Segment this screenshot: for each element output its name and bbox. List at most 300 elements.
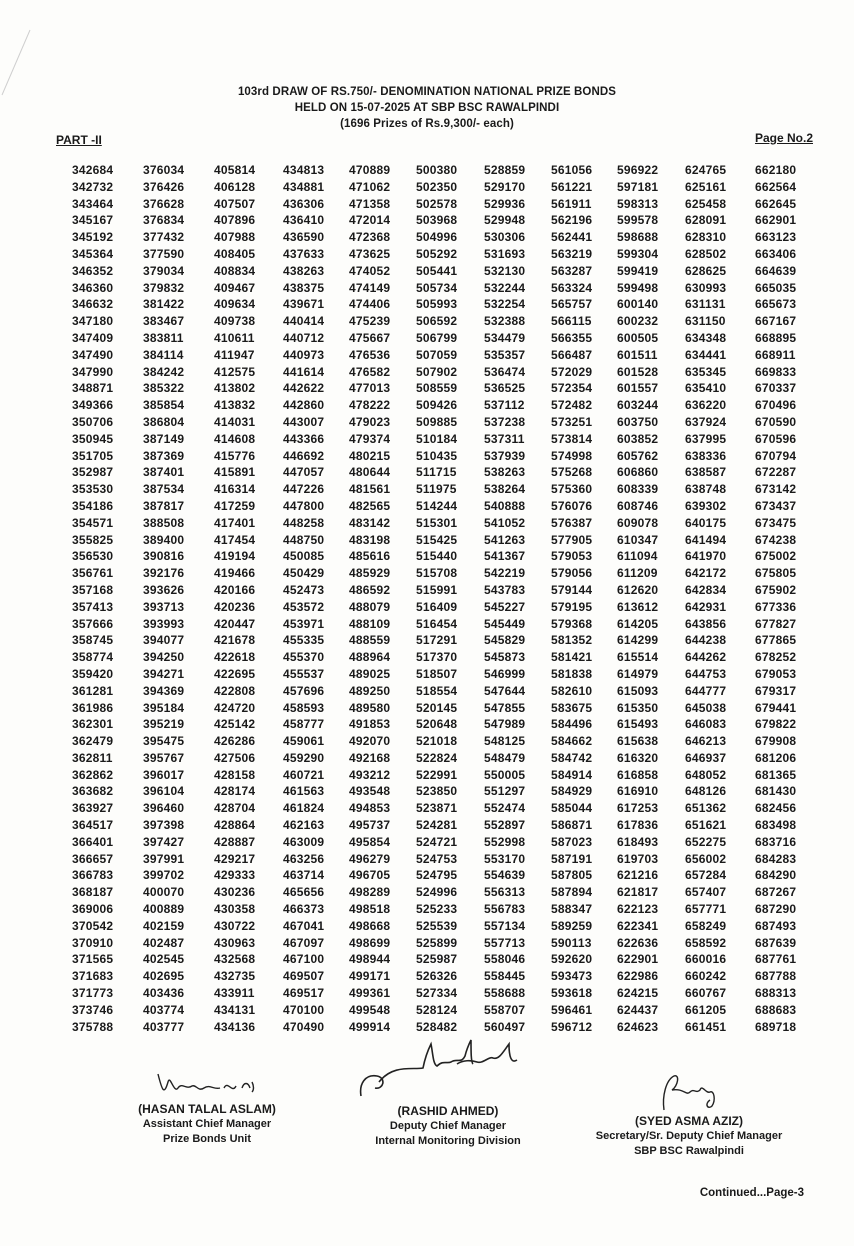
- bond-number: 428864: [214, 818, 256, 833]
- bond-number: 534479: [484, 330, 526, 345]
- bond-number: 515991: [416, 582, 458, 597]
- bond-number: 390816: [143, 549, 185, 564]
- bond-number: 681430: [755, 784, 797, 799]
- bond-number: 387534: [143, 482, 185, 497]
- bond-number: 651362: [685, 801, 727, 816]
- bond-number: 532388: [484, 314, 526, 329]
- bond-number: 393626: [143, 582, 185, 597]
- bond-number: 361281: [72, 683, 114, 698]
- bond-number: 610347: [617, 532, 659, 547]
- bond-number: 516454: [416, 616, 458, 631]
- number-column: [484, 162, 554, 1035]
- bond-number: 392176: [143, 566, 185, 581]
- bond-number: 525539: [416, 918, 458, 933]
- bond-number: 677865: [755, 633, 797, 648]
- bond-number: 403777: [143, 1019, 185, 1034]
- bond-number: 394250: [143, 650, 185, 665]
- bond-number: 472014: [349, 213, 391, 228]
- handwritten-signature-2: [353, 1034, 543, 1104]
- bond-number: 679317: [755, 683, 797, 698]
- bond-number: 593473: [551, 969, 593, 984]
- bond-number: 354186: [72, 498, 114, 513]
- bond-number: 387369: [143, 448, 185, 463]
- bond-number: 624215: [617, 986, 659, 1001]
- bond-number: 670590: [755, 414, 797, 429]
- bond-number: 670496: [755, 398, 797, 413]
- bond-number: 475667: [349, 330, 391, 345]
- bond-number: 661205: [685, 1002, 727, 1017]
- bond-number: 619703: [617, 851, 659, 866]
- bond-number: 438263: [283, 263, 325, 278]
- bond-number: 657407: [685, 885, 727, 900]
- bond-number: 430236: [214, 885, 256, 900]
- bond-number: 684283: [755, 851, 797, 866]
- bond-number: 672287: [755, 465, 797, 480]
- bond-number: 363927: [72, 801, 114, 816]
- bond-number: 598688: [617, 230, 659, 245]
- bond-number: 684290: [755, 868, 797, 883]
- bond-number: 492168: [349, 750, 391, 765]
- bond-number: 522991: [416, 767, 458, 782]
- bond-number: 581421: [551, 650, 593, 665]
- bond-number: 624623: [617, 1019, 659, 1034]
- bond-number: 460721: [283, 767, 325, 782]
- number-column: [349, 162, 419, 1035]
- bond-number: 376034: [143, 163, 185, 177]
- bond-number: 579195: [551, 599, 593, 614]
- bond-number: 507902: [416, 364, 458, 379]
- bond-number: 525987: [416, 952, 458, 967]
- bond-number: 511715: [416, 465, 457, 480]
- bond-number: 592620: [551, 952, 593, 967]
- signatory-unit-1: Prize Bonds Unit: [162, 1133, 251, 1145]
- bond-number: 395184: [143, 700, 185, 715]
- bond-number: 414608: [214, 431, 256, 446]
- bond-number: 479023: [349, 414, 391, 429]
- bond-number: 625458: [685, 196, 727, 211]
- bond-number: 436410: [283, 213, 325, 228]
- bond-number: 622341: [617, 918, 659, 933]
- bond-number: 688313: [755, 986, 797, 1001]
- bond-number: 548479: [484, 750, 526, 765]
- header-title: 103rd DRAW OF RS.750/- DENOMINATION NATIONAL PRIZE BONDS: [237, 86, 617, 98]
- bond-number: 505734: [416, 280, 458, 295]
- bond-number: 480644: [349, 465, 391, 480]
- bond-number: 673475: [755, 515, 797, 530]
- bond-number: 599498: [617, 280, 659, 295]
- bond-number: 537238: [484, 414, 526, 429]
- bond-number: 638748: [685, 482, 727, 497]
- bond-number: 500380: [416, 163, 458, 177]
- bond-number: 426286: [214, 734, 256, 749]
- bond-number: 611209: [617, 566, 658, 581]
- signature-block-1: [122, 1068, 292, 1147]
- bond-number: 644753: [685, 666, 727, 681]
- bond-number: 347409: [72, 330, 114, 345]
- bond-number: 476536: [349, 347, 391, 362]
- bond-number: 384242: [143, 364, 185, 379]
- bond-number: 432568: [214, 952, 256, 967]
- bond-number: 524996: [416, 885, 458, 900]
- bond-number: 542219: [484, 566, 526, 581]
- bond-number: 642931: [685, 599, 727, 614]
- signatory-unit-3: SBP BSC Rawalpindi: [634, 1145, 744, 1157]
- bond-number: 545873: [484, 650, 526, 665]
- bond-number: 403774: [143, 1002, 185, 1017]
- bond-number: 434881: [283, 179, 325, 194]
- bond-number: 356530: [72, 549, 114, 564]
- bond-number: 622123: [617, 902, 659, 917]
- bond-number: 436590: [283, 230, 325, 245]
- bond-number: 572354: [551, 381, 593, 396]
- bond-number: 415891: [214, 465, 256, 480]
- bond-number: 510435: [416, 448, 458, 463]
- bond-number: 376426: [143, 179, 185, 194]
- bond-number: 516409: [416, 599, 458, 614]
- bond-number: 536525: [484, 381, 526, 396]
- bond-number: 467041: [283, 918, 325, 933]
- bond-number: 458593: [283, 700, 325, 715]
- bond-number: 384114: [143, 347, 184, 362]
- bond-number: 587805: [551, 868, 593, 883]
- bond-number: 371565: [72, 952, 114, 967]
- bond-number: 631150: [685, 314, 726, 329]
- bond-number: 505993: [416, 297, 458, 312]
- bond-number: 548125: [484, 734, 526, 749]
- bond-number: 345167: [72, 213, 114, 228]
- bond-number: 417259: [214, 498, 256, 513]
- bond-number: 495854: [349, 834, 391, 849]
- bond-number: 349366: [72, 398, 114, 413]
- document-header: [0, 84, 854, 132]
- bond-number: 583675: [551, 700, 593, 715]
- bond-number: 642172: [685, 566, 727, 581]
- bond-number: 601511: [617, 347, 658, 362]
- bond-number: 443007: [283, 414, 325, 429]
- bond-number: 566487: [551, 347, 593, 362]
- bond-number: 606860: [617, 465, 659, 480]
- bond-number: 558707: [484, 1002, 526, 1017]
- signature-block-3: [584, 1070, 794, 1159]
- bond-number: 670337: [755, 381, 797, 396]
- bond-number: 574998: [551, 448, 593, 463]
- bond-number: 359420: [72, 666, 114, 681]
- bond-number: 387149: [143, 431, 185, 446]
- bond-number: 491853: [349, 717, 391, 732]
- bond-number: 563287: [551, 263, 593, 278]
- bond-number: 637924: [685, 414, 727, 429]
- bond-number: 525899: [416, 935, 458, 950]
- bond-number: 656002: [685, 851, 727, 866]
- bond-number: 530306: [484, 230, 526, 245]
- bond-number: 529948: [484, 213, 526, 228]
- bond-number: 582610: [551, 683, 593, 698]
- bond-number: 651621: [685, 818, 727, 833]
- bond-number: 447226: [283, 482, 325, 497]
- bond-number: 388508: [143, 515, 185, 530]
- bond-number: 576076: [551, 498, 593, 513]
- bond-number: 596922: [617, 163, 659, 177]
- number-column: [617, 162, 687, 1035]
- bond-number: 432735: [214, 969, 256, 984]
- bond-number: 532130: [484, 263, 526, 278]
- bond-number: 486592: [349, 582, 391, 597]
- bond-number: 463256: [283, 851, 325, 866]
- bond-number: 579144: [551, 582, 593, 597]
- bond-number: 563219: [551, 246, 593, 261]
- bond-number: 645038: [685, 700, 727, 715]
- bond-number: 430963: [214, 935, 256, 950]
- bond-number: 478222: [349, 398, 391, 413]
- bond-number: 587894: [551, 885, 593, 900]
- bond-number: 573251: [551, 414, 593, 429]
- bond-number: 599419: [617, 263, 659, 278]
- bond-number: 417401: [214, 515, 256, 530]
- bond-number: 393993: [143, 616, 185, 631]
- bond-number: 496279: [349, 851, 391, 866]
- bond-number: 348871: [72, 381, 114, 396]
- bond-number: 453971: [283, 616, 325, 631]
- signatory-name-1: (HASAN TALAL ASLAM): [138, 1102, 276, 1116]
- bond-number: 476582: [349, 364, 391, 379]
- bond-number: 660016: [685, 952, 727, 967]
- bond-number: 622986: [617, 969, 659, 984]
- bond-number: 517370: [416, 650, 458, 665]
- bond-number: 366657: [72, 851, 114, 866]
- bond-number: 526326: [416, 969, 458, 984]
- bond-number: 584914: [551, 767, 593, 782]
- bond-number: 634441: [685, 347, 727, 362]
- bond-number: 603244: [617, 398, 659, 413]
- bond-number: 575360: [551, 482, 593, 497]
- bond-number: 638336: [685, 448, 727, 463]
- bond-number: 387817: [143, 498, 185, 513]
- bond-number: 560497: [484, 1019, 526, 1034]
- header-prize-info: (1696 Prizes of Rs.9,300/- each): [340, 118, 514, 130]
- bond-number: 428887: [214, 834, 256, 849]
- bond-number: 523871: [416, 801, 458, 816]
- bond-number: 665673: [755, 297, 797, 312]
- bond-number: 402487: [143, 935, 185, 950]
- bond-number: 342732: [72, 179, 114, 194]
- bond-number: 447800: [283, 498, 325, 513]
- bond-number: 657771: [685, 902, 727, 917]
- bond-number: 581838: [551, 666, 593, 681]
- bond-number: 562441: [551, 230, 593, 245]
- bond-number: 535357: [484, 347, 526, 362]
- bond-number: 689718: [755, 1019, 797, 1034]
- bond-number: 496705: [349, 868, 391, 883]
- bond-number: 579053: [551, 549, 593, 564]
- bond-number: 585044: [551, 801, 593, 816]
- bond-number: 566115: [551, 314, 592, 329]
- bond-number: 615350: [617, 700, 659, 715]
- bond-number: 613612: [617, 599, 659, 614]
- bond-number: 488964: [349, 650, 391, 665]
- bond-number: 470100: [283, 1002, 325, 1017]
- signatory-title-2: Deputy Chief Manager: [389, 1120, 507, 1132]
- bond-number: 385854: [143, 398, 185, 413]
- bond-number: 514244: [416, 498, 458, 513]
- bond-number: 558046: [484, 952, 526, 967]
- bond-number: 355825: [72, 532, 114, 547]
- bond-number: 599578: [617, 213, 659, 228]
- bond-number: 681206: [755, 750, 797, 765]
- bond-number: 436306: [283, 196, 325, 211]
- bond-number: 515708: [416, 566, 458, 581]
- bond-number: 628091: [685, 213, 727, 228]
- bond-number: 644262: [685, 650, 727, 665]
- bond-number: 557713: [484, 935, 526, 950]
- bond-number: 532244: [484, 280, 526, 295]
- bond-number: 371683: [72, 969, 114, 984]
- bond-number: 346360: [72, 280, 114, 295]
- bond-number: 679053: [755, 666, 797, 681]
- bond-number: 558445: [484, 969, 526, 984]
- bond-number: 498944: [349, 952, 391, 967]
- bond-number: 485616: [349, 549, 391, 564]
- signatory-name-3: (SYED ASMA AZIZ): [635, 1114, 743, 1128]
- bond-number: 617836: [617, 818, 659, 833]
- number-column: [551, 162, 621, 1035]
- bond-number: 644777: [685, 683, 727, 698]
- bond-number: 434131: [214, 1002, 256, 1017]
- bond-number: 473625: [349, 246, 391, 261]
- bond-number: 554639: [484, 868, 526, 883]
- bond-number: 553170: [484, 851, 526, 866]
- bond-number: 434813: [283, 163, 325, 177]
- bond-number: 587023: [551, 834, 593, 849]
- bond-number: 646213: [685, 734, 727, 749]
- bond-number: 638587: [685, 465, 727, 480]
- bond-number: 643856: [685, 616, 727, 631]
- bond-number: 590113: [551, 935, 592, 950]
- bond-number: 640175: [685, 515, 727, 530]
- bond-number: 652275: [685, 834, 727, 849]
- bond-number: 395219: [143, 717, 185, 732]
- bond-number: 364517: [72, 818, 114, 833]
- bond-number: 586871: [551, 818, 593, 833]
- bond-number: 357666: [72, 616, 114, 631]
- bond-number: 648052: [685, 767, 727, 782]
- bond-number: 688683: [755, 1002, 797, 1017]
- bond-number: 480215: [349, 448, 391, 463]
- number-column: [755, 162, 825, 1035]
- bond-number: 523850: [416, 784, 458, 799]
- bond-number: 677827: [755, 616, 797, 631]
- bond-number: 546999: [484, 666, 526, 681]
- bond-number: 402545: [143, 952, 185, 967]
- bond-number: 356761: [72, 566, 114, 581]
- bond-number: 498518: [349, 902, 391, 917]
- bond-number: 541367: [484, 549, 526, 564]
- bond-number: 347180: [72, 314, 114, 329]
- bond-number: 673437: [755, 498, 797, 513]
- bond-number: 471358: [349, 196, 391, 211]
- bond-number: 499171: [349, 969, 391, 984]
- bond-number: 434136: [214, 1019, 256, 1034]
- number-column: [416, 162, 486, 1035]
- bond-number: 506592: [416, 314, 458, 329]
- bond-number: 621216: [617, 868, 659, 883]
- bond-number: 635410: [685, 381, 727, 396]
- bond-number: 357168: [72, 582, 114, 597]
- bond-number: 669833: [755, 364, 797, 379]
- bond-number: 463714: [283, 868, 325, 883]
- bond-number: 393713: [143, 599, 185, 614]
- bond-number: 361986: [72, 700, 114, 715]
- bond-number: 429333: [214, 868, 256, 883]
- bond-number: 538264: [484, 482, 526, 497]
- bond-number: 682456: [755, 801, 797, 816]
- bond-number: 628310: [685, 230, 727, 245]
- bond-number: 424720: [214, 700, 256, 715]
- bond-number: 674238: [755, 532, 797, 547]
- bond-number: 346352: [72, 263, 114, 278]
- bond-number: 545829: [484, 633, 526, 648]
- bond-number: 379034: [143, 263, 185, 278]
- bond-number: 409738: [214, 314, 256, 329]
- bond-number: 362479: [72, 734, 114, 749]
- bond-number: 427506: [214, 750, 256, 765]
- bond-number: 661451: [685, 1019, 727, 1034]
- bond-number: 663406: [755, 246, 797, 261]
- bond-number: 422695: [214, 666, 256, 681]
- bond-number: 561221: [551, 179, 593, 194]
- bond-number: 455537: [283, 666, 325, 681]
- bond-number: 528124: [416, 1002, 458, 1017]
- number-column: [72, 162, 142, 1035]
- bond-number: 537939: [484, 448, 526, 463]
- bond-number: 628625: [685, 263, 727, 278]
- bond-number: 366401: [72, 834, 114, 849]
- bond-number: 642834: [685, 582, 727, 597]
- bond-number: 561911: [551, 196, 592, 211]
- bond-number: 433911: [214, 986, 255, 1001]
- bond-number: 612620: [617, 582, 659, 597]
- bond-number: 441614: [283, 364, 325, 379]
- part-label: PART -II: [56, 133, 102, 147]
- bond-number: 515425: [416, 532, 458, 547]
- bond-number: 528482: [416, 1019, 458, 1034]
- bond-number: 438375: [283, 280, 325, 295]
- bond-number: 381422: [143, 297, 185, 312]
- bond-number: 376834: [143, 213, 185, 228]
- bond-number: 472368: [349, 230, 391, 245]
- bond-number: 363682: [72, 784, 114, 799]
- bond-number: 461824: [283, 801, 325, 816]
- bond-number: 448750: [283, 532, 325, 547]
- bond-number: 463009: [283, 834, 325, 849]
- bond-number: 579368: [551, 616, 593, 631]
- bond-number: 509885: [416, 414, 458, 429]
- bond-number: 383467: [143, 314, 185, 329]
- bond-number: 397991: [143, 851, 185, 866]
- bond-number: 347990: [72, 364, 114, 379]
- bond-number: 370910: [72, 935, 114, 950]
- bond-number: 657284: [685, 868, 727, 883]
- bond-number: 447057: [283, 465, 325, 480]
- bond-number: 407988: [214, 230, 256, 245]
- bond-number: 547989: [484, 717, 526, 732]
- bond-number: 440973: [283, 347, 325, 362]
- bond-number: 565757: [551, 297, 593, 312]
- bond-number: 552897: [484, 818, 526, 833]
- bond-number: 362862: [72, 767, 114, 782]
- bond-number: 347490: [72, 347, 114, 362]
- bond-number: 408405: [214, 246, 256, 261]
- bond-number: 354571: [72, 515, 114, 530]
